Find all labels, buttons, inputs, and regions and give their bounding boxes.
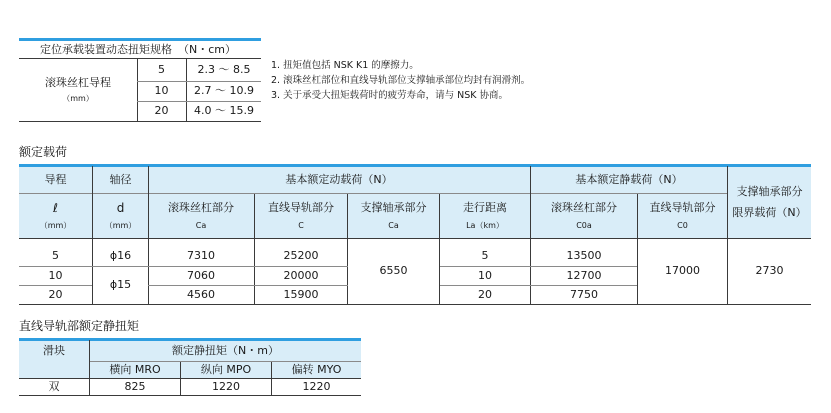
moment-row1-mro: 825 [124,379,146,393]
load-sta-ball-screw-sym: C0a [576,220,592,230]
load-sym-shaft-letter: d [116,200,125,215]
load-row1-ca: 7310 [187,248,215,262]
load-col-static: 基本额定静载荷（N） [575,172,683,186]
moment-sub-horizontal-text: 横向 MRO [109,362,161,376]
load-row1-coa: 13500 [566,248,602,262]
load-dyn-support [348,194,439,238]
load-row3-travel: 20 [478,287,492,301]
torque-range-20: 4.0 ～ 15.9 [194,104,254,118]
load-row3-ca: 4560 [187,287,215,301]
load-col-limit [728,167,811,238]
load-sym-lead-unit: （mm） [39,221,72,231]
load-row1-travel: 5 [481,248,489,262]
torque-range-10: 2.7 ～ 10.9 [194,84,254,98]
load-dyn-linear-guide-label: 直线导轨部分 [268,201,334,215]
torque-row-label-line2: （mm） [62,93,94,103]
load-dyn-travel-label: 走行距离 [463,201,507,215]
load-row2-travel: 10 [478,268,492,282]
load-sym-shaft-unit: （mm） [104,221,137,231]
moment-col-slider: 滑块 [43,343,65,357]
load-sta-linear-guide-label: 直线导轨部分 [649,201,716,215]
load-section-title: 额定载荷 [19,145,68,159]
moment-sub-longitudinal-text: 纵向 MPO [200,362,252,376]
note-2: 2. 滚珠丝杠部位和直线导轨部位支撑轴承部位均封有润滑剂。 [271,75,531,86]
load-sta-linear-guide [638,194,727,238]
moment-col-moment: 额定静扭矩（N・m） [172,343,279,357]
moment-row1-slider: 双 [48,379,60,393]
load-row1-shaft: ϕ16 [109,248,132,262]
load-shaft-15: ϕ15 [109,278,132,292]
moment-section-title: 直线导轨部额定静扭矩 [19,319,140,333]
load-row1-lead: 5 [52,248,59,262]
load-support-dyn-merged: 6550 [379,264,408,278]
torque-table-unit: （N・cm） [178,43,236,56]
load-row1-c: 25200 [283,248,319,262]
torque-lead-5: 5 [158,63,165,77]
load-row2-ca: 7060 [187,268,215,282]
load-dyn-ball-screw [148,194,254,238]
torque-range-5: 2.3 ～ 8.5 [197,63,251,77]
load-dyn-support-label: 支撑轴承部分 [360,201,427,215]
torque-row-label [19,59,137,121]
load-sym-shaft [93,194,148,238]
load-dyn-linear-guide-sym: C [298,220,304,230]
load-row3-coa: 7750 [570,287,598,301]
torque-row-label-line1: 滚珠丝杠导程 [45,76,111,90]
load-row2-lead: 10 [48,268,63,282]
load-col-limit-line1: 支撑轴承部分 [736,184,803,198]
note-1: 1. 扭矩值包括 NSK K1 的摩擦力。 [271,60,419,71]
moment-row1-myo: 1220 [302,379,331,393]
load-sta-ball-screw-label: 滚珠丝杠部分 [551,201,617,215]
torque-lead-10: 10 [154,84,169,98]
load-col-dynamic: 基本额定动载荷（N） [285,172,393,186]
load-row3-c: 15900 [283,287,319,301]
load-dyn-support-sym: Ca [388,220,399,230]
torque-lead-20: 20 [154,104,169,118]
load-sta-ball-screw [531,194,637,238]
note-3: 3. 关于承受大扭矩载荷时的疲劳寿命，请与 NSK 协商。 [271,90,508,101]
load-limit-merged: 2730 [755,264,784,278]
load-row2-c: 20000 [283,268,319,282]
load-row3-lead: 20 [48,287,63,301]
torque-table-title [40,41,236,57]
load-dyn-ball-screw-sym: Ca [195,220,207,230]
load-dyn-travel-sym: La（km） [466,220,504,230]
torque-table-bottom [19,121,261,122]
load-linear-static-merged: 17000 [665,264,700,278]
load-sym-lead [19,194,92,238]
load-sym-lead-letter: ℓ [53,200,58,215]
torque-table-title-text: 定位承载装置动态扭矩规格 [40,43,172,56]
load-col-limit-line2: 限界载荷（N） [732,205,807,219]
load-col-shaft: 轴径 [109,172,132,186]
moment-sub-yaw-text: 偏转 MYO [291,362,342,376]
load-col-lead: 导程 [44,172,67,186]
load-row2-coa: 12700 [566,268,602,282]
load-dyn-ball-screw-label: 滚珠丝杠部分 [168,201,234,215]
load-dyn-linear-guide [255,194,347,238]
load-table-bottom [19,304,811,305]
moment-table-bottom [19,395,361,396]
load-dyn-travel [440,194,530,238]
moment-sub-longitudinal [181,362,271,378]
moment-row1-mpo: 1220 [212,379,240,393]
load-sta-linear-guide-sym: C0 [677,220,688,230]
moment-sub-horizontal [90,362,180,378]
moment-sub-yaw [272,362,361,378]
notes-block [271,58,530,103]
